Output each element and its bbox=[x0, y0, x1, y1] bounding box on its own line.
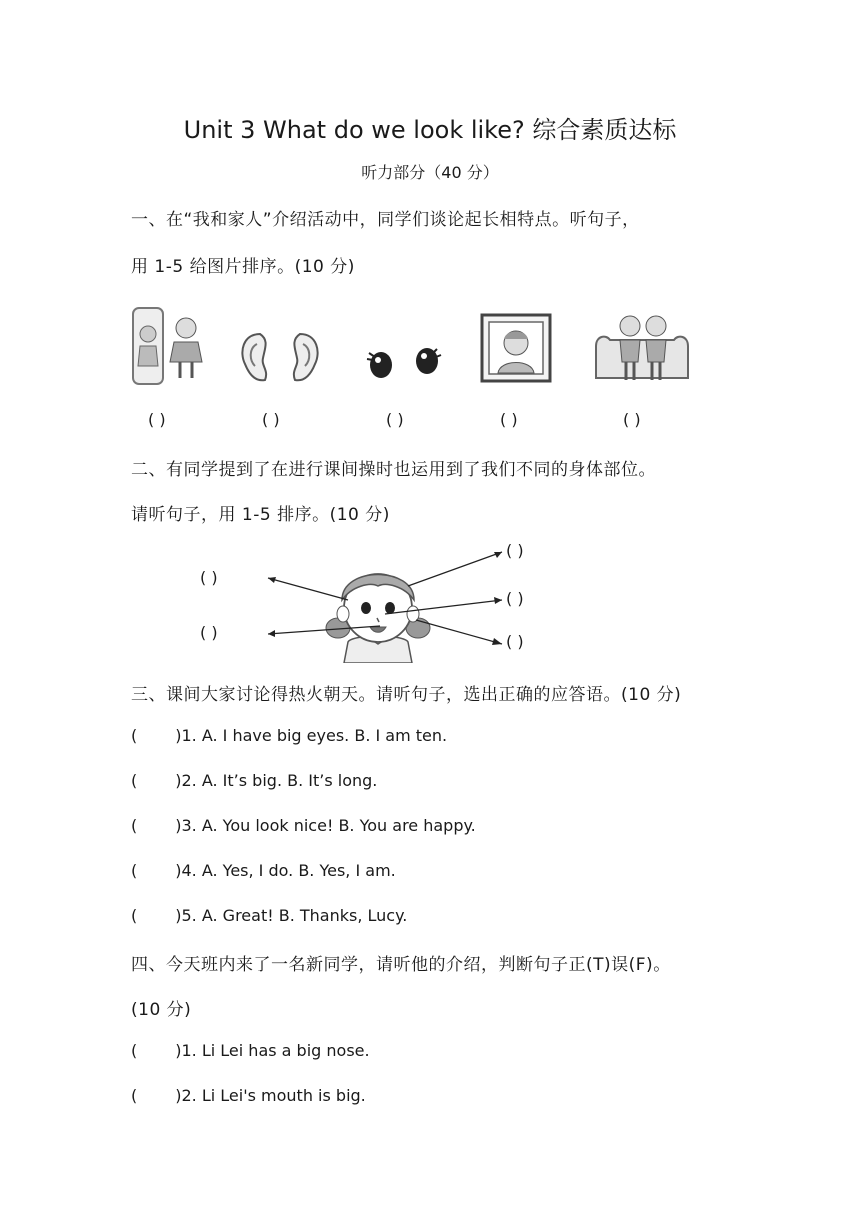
mirror-girl-picture bbox=[130, 306, 210, 386]
answer-paren[interactable]: ( bbox=[131, 1041, 138, 1060]
section2-instruction-line2: 请听句子，用 1-5 排序。(10 分) bbox=[131, 505, 390, 525]
answer-blank-1[interactable]: ( ) bbox=[148, 410, 166, 429]
question-text: )5. A. Great! B. Thanks, Lucy. bbox=[175, 906, 408, 925]
question-text: )4. A. Yes, I do. B. Yes, I am. bbox=[175, 861, 396, 880]
section3-instruction: 三、课间大家讨论得热火朝天。请听句子，选出正确的应答语。(10 分) bbox=[131, 685, 682, 705]
section4-item-2 bbox=[131, 1086, 366, 1105]
question-text: )3. A. You look nice! B. You are happy. bbox=[175, 816, 476, 835]
section4-item-1 bbox=[131, 1041, 370, 1060]
section3-item-1 bbox=[131, 726, 447, 745]
section3-item-4 bbox=[131, 861, 396, 880]
question-text: )1. Li Lei has a big nose. bbox=[175, 1041, 370, 1060]
question-text: )2. A. It’s big. B. It’s long. bbox=[175, 771, 378, 790]
face-blank-left-bottom[interactable]: ( ) bbox=[200, 623, 218, 642]
section4-instruction-line2: (10 分) bbox=[131, 1000, 192, 1020]
page-subtitle: 听力部分（40 分） bbox=[361, 163, 499, 182]
answer-blank-4[interactable]: ( ) bbox=[500, 410, 518, 429]
section3-item-2 bbox=[131, 771, 377, 790]
answer-paren[interactable]: ( bbox=[131, 771, 138, 790]
answer-blank-5[interactable]: ( ) bbox=[623, 410, 641, 429]
section2-instruction-line1: 二、有同学提到了在进行课间操时也运用到了我们不同的身体部位。 bbox=[131, 460, 656, 480]
section1-instruction-line2: 用 1-5 给图片排序。(10 分) bbox=[131, 257, 355, 277]
section1-instruction-line1: 一、在“我和家人”介绍活动中，同学们谈论起长相特点。听句子， bbox=[131, 210, 640, 230]
question-text: )1. A. I have big eyes. B. I am ten. bbox=[175, 726, 448, 745]
kids-sofa-picture bbox=[592, 306, 692, 386]
answer-paren[interactable]: ( bbox=[131, 726, 138, 745]
answer-paren[interactable]: ( bbox=[131, 1086, 138, 1105]
face-blank-right-middle[interactable]: ( ) bbox=[506, 589, 524, 608]
page-title: Unit 3 What do we look like? 综合素质达标 bbox=[183, 116, 677, 144]
section3-item-5 bbox=[131, 906, 407, 925]
question-text: )2. Li Lei's mouth is big. bbox=[175, 1086, 366, 1105]
face-blank-right-top[interactable]: ( ) bbox=[506, 541, 524, 560]
answer-paren[interactable]: ( bbox=[131, 861, 138, 880]
face-blank-left-top[interactable]: ( ) bbox=[200, 568, 218, 587]
eyes-picture bbox=[365, 345, 445, 381]
answer-blank-3[interactable]: ( ) bbox=[386, 410, 404, 429]
face-blank-right-bottom[interactable]: ( ) bbox=[506, 632, 524, 651]
girl-face-diagram bbox=[180, 538, 600, 663]
ears-picture bbox=[235, 330, 325, 386]
section4-instruction-line1: 四、今天班内来了一名新同学，请听他的介绍，判断句子正(T)误(F)。 bbox=[131, 955, 671, 975]
answer-paren[interactable]: ( bbox=[131, 906, 138, 925]
section3-item-3 bbox=[131, 816, 476, 835]
answer-blank-2[interactable]: ( ) bbox=[262, 410, 280, 429]
answer-paren[interactable]: ( bbox=[131, 816, 138, 835]
portrait-picture bbox=[480, 313, 552, 383]
